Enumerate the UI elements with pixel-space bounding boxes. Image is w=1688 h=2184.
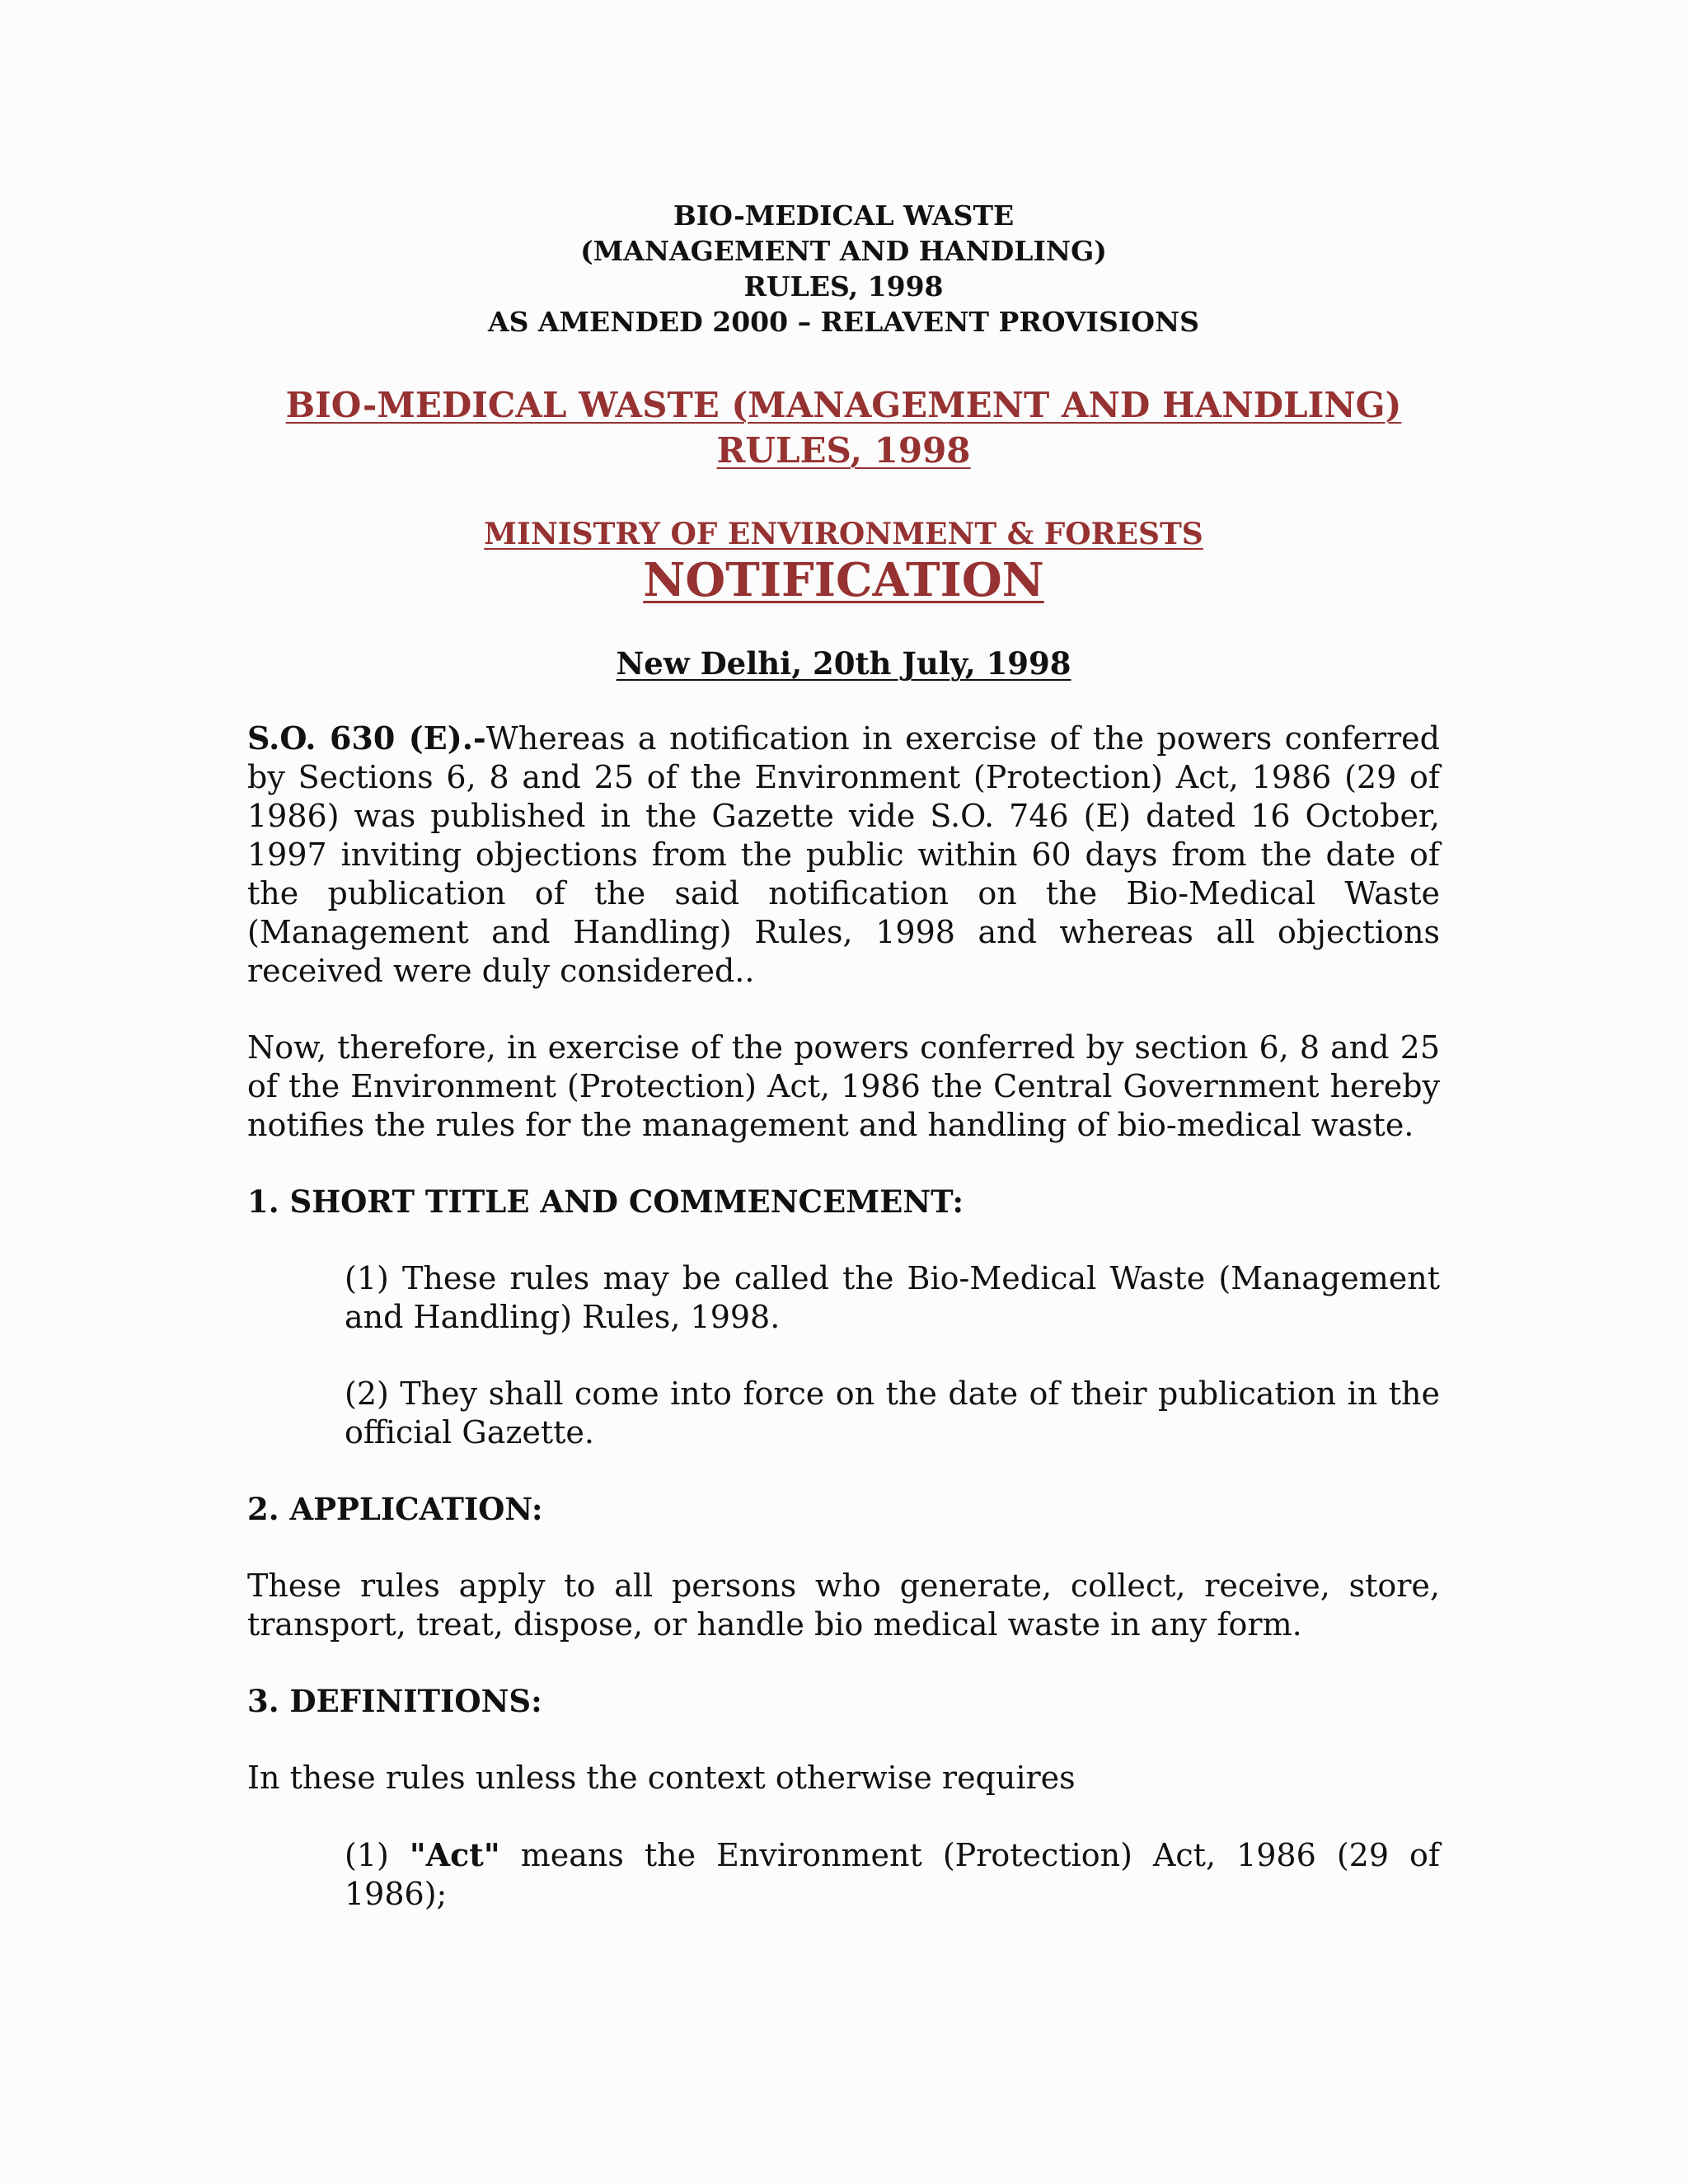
- ministry-text: MINISTRY OF ENVIRONMENT & FORESTS: [484, 517, 1203, 551]
- section-1-clause-1: (1) These rules may be called the Bio-Medical Waste (Management and Handling) Rules, 1998.: [345, 1260, 1440, 1335]
- date-line: [247, 644, 1440, 682]
- ministry-heading: [247, 516, 1440, 552]
- definition-1-term: "Act": [409, 1836, 500, 1873]
- so-number: S.O. 630 (E).-: [247, 719, 486, 757]
- section-1-heading: 1. SHORT TITLE AND COMMENCEMENT:: [247, 1183, 964, 1220]
- header-line-2: (MANAGEMENT AND HANDLING): [580, 235, 1107, 267]
- preamble-text: Whereas a notification in exercise of the powers conferred by Sections 6, 8 and 25 of the Environment (Protection) Act, 1986 (29 of 1986) was published in the Gazette vide S.O. 746 (E) dated 16 October, 1997 inviting objections from the public within 60 days from the date of the publication of the said notification on the Bio-Medical Waste (Management and Handling) Rules, 1998 and whereas all objections received were duly considered..: [247, 720, 1440, 989]
- section-1-clause-2: (2) They shall come into force on the date of their publication in the official Gazette.: [345, 1376, 1440, 1451]
- definition-1-text: means the Environment (Protection) Act, 1986 (29 of 1986);: [345, 1837, 1440, 1912]
- definition-1: [345, 1835, 1440, 1914]
- section-2-text: These rules apply to all persons who generate, collect, receive, store, transport, treat, dispose, or handle bio medical waste in any form.: [247, 1568, 1440, 1643]
- header-line-3: RULES, 1998: [743, 270, 944, 302]
- definition-1-number: (1): [345, 1837, 410, 1873]
- date-text: New Delhi, 20th July, 1998: [616, 645, 1071, 682]
- notification-heading: [247, 552, 1440, 608]
- header-line-1: BIO-MEDICAL WASTE: [673, 199, 1015, 232]
- title-line-1: BIO-MEDICAL WASTE (MANAGEMENT AND HANDLING): [285, 385, 1402, 425]
- document-title: [247, 382, 1440, 473]
- section-3-intro: In these rules unless the context otherwise requires: [247, 1760, 1076, 1796]
- document-page: [247, 198, 1440, 1914]
- header-line-4: AS AMENDED 2000 – RELAVENT PROVISIONS: [488, 306, 1199, 338]
- notification-text: NOTIFICATION: [643, 553, 1044, 607]
- document-header: [247, 198, 1440, 340]
- enactment-paragraph: Now, therefore, in exercise of the powers conferred by section 6, 8 and 25 of the Environment (Protection) Act, 1986 the Central Government hereby notifies the rules for the management and handling of bio-medical waste.: [247, 1029, 1440, 1143]
- title-line-2: RULES, 1998: [716, 430, 971, 471]
- section-3-heading: 3. DEFINITIONS:: [247, 1683, 542, 1719]
- preamble-paragraph: [247, 719, 1440, 991]
- section-2-heading: 2. APPLICATION:: [247, 1491, 543, 1527]
